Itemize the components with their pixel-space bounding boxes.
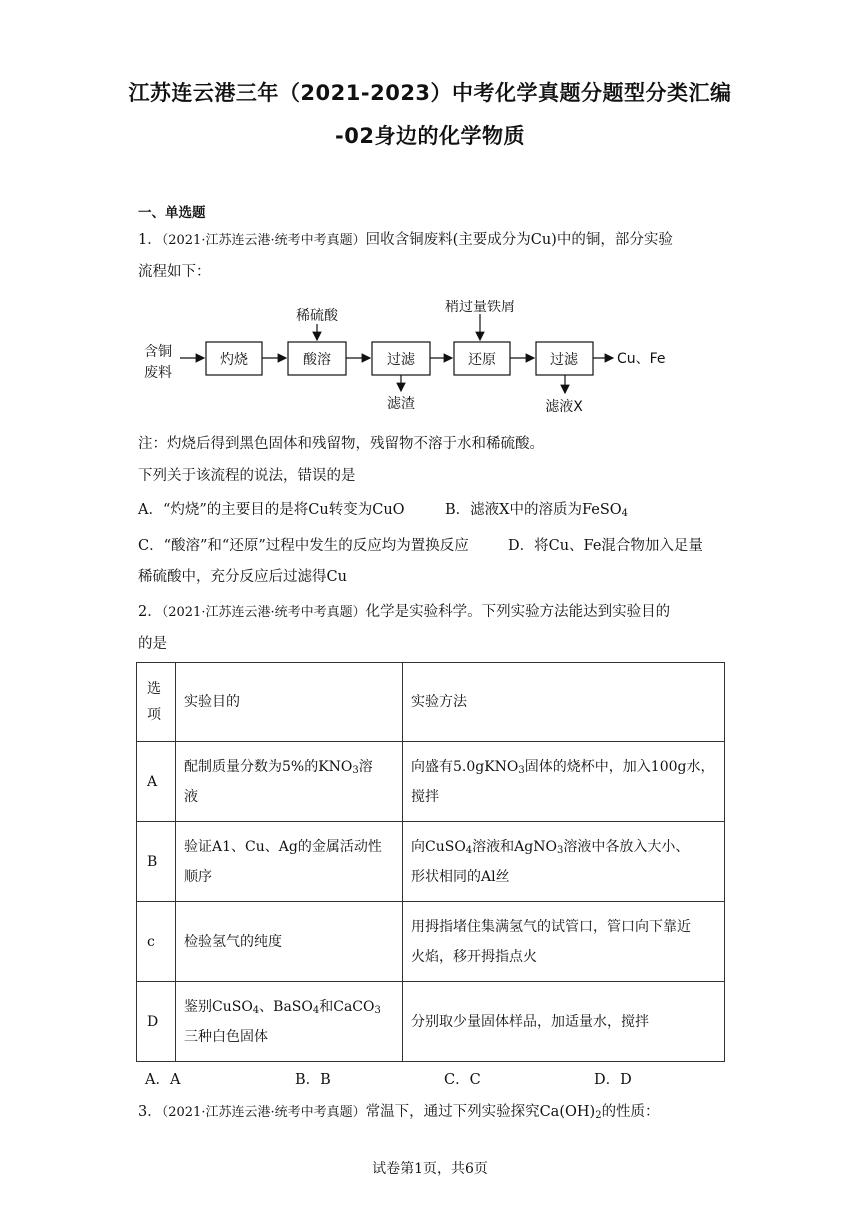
row-method: 分别取少量固体样品，加适量水，搅拌	[403, 982, 725, 1062]
flow-input-line-1: 含铜	[144, 344, 172, 360]
q1-option-d: D．将Cu、Fe混合物加入足量	[508, 538, 703, 554]
q1-option-b: B．滤液X中的溶质为FeSO$_4$	[445, 502, 629, 519]
q3-number: 3．	[138, 1104, 162, 1120]
q3-line-1: 3．（2021·江苏连云港·统考中考真题）常温下，通过下列实验探究$Ca(OH)_2$的性质：	[138, 1104, 660, 1121]
row-option: B	[137, 822, 176, 902]
q2-option-b: B．B	[295, 1072, 331, 1088]
table-row	[137, 902, 725, 982]
q2-option-d: D．D	[594, 1072, 632, 1088]
row-method: 向CuSO$_4$溶液和AgNO$_3$溶液中各放入大小、 形状相同的Al丝	[403, 822, 725, 902]
flow-filtrate: 滤液X	[545, 399, 583, 415]
q1-number: 1．	[138, 232, 162, 248]
row-option: c	[137, 902, 176, 982]
q3-source: （2021·江苏连云港·统考中考真题）	[161, 1105, 366, 1120]
row-goal: 配制质量分数为5%的$KNO_3$溶 液	[176, 742, 403, 822]
title-line-2: -02身边的化学物质	[335, 124, 525, 148]
q1-option-a: A．“灼烧”的主要目的是将Cu转变为CuO	[138, 502, 405, 518]
q1-flow-diagram	[138, 300, 698, 420]
flow-reagent-iron: 稍过量铁屑	[445, 300, 515, 315]
flow-step-acid: 酸溶	[303, 352, 331, 368]
flow-step-burn: 灼烧	[220, 352, 248, 368]
row-option: A	[137, 742, 176, 822]
row-option: D	[137, 982, 176, 1062]
header-option: 选 项	[137, 663, 176, 742]
page-footer: 试卷第1页，共6页	[372, 1161, 488, 1177]
row-goal: 验证A1、Cu、Ag的金属活动性 顺序	[176, 822, 403, 902]
header-goal: 实验目的	[176, 663, 403, 742]
row-goal: 鉴别CuSO$_4$、BaSO$_4$和CaCO$_3$ 三种白色固体	[176, 982, 403, 1062]
q1-line-2: 流程如下：	[138, 264, 211, 280]
q2-option-a: A．A	[145, 1072, 181, 1088]
section-heading: 一、单选题	[138, 205, 206, 221]
row-goal: 检验氢气的纯度	[176, 902, 403, 982]
q2-number: 2．	[138, 604, 162, 620]
q1-option-c: C．“酸溶”和“还原”过程中发生的反应均为置换反应	[138, 538, 469, 554]
table-row	[137, 982, 725, 1062]
q2-line-2: 的是	[138, 636, 167, 652]
table-row	[137, 742, 725, 822]
q2-table	[136, 662, 725, 1062]
q1-option-d-cont: 稀硫酸中，充分反应后过滤得Cu	[138, 569, 347, 585]
flow-step-reduce: 还原	[468, 352, 496, 368]
row-method: 用拇指堵住集满氢气的试管口，管口向下靠近 火焰，移开拇指点火	[403, 902, 725, 982]
row-method: 向盛有5.0gKNO$_3$固体的烧杯中，加入100g水， 搅拌	[403, 742, 725, 822]
q1-line-1	[138, 230, 673, 251]
flow-step-filter1: 过滤	[387, 352, 415, 368]
q1-text-a: 回收含铜废料(主要成分为Cu)中的铜，部分实验	[365, 232, 673, 248]
q2-option-c: C．C	[444, 1072, 481, 1088]
flow-reagent-acid: 稀硫酸	[296, 308, 338, 324]
table-row	[137, 822, 725, 902]
flow-product: Cu、Fe	[617, 351, 666, 367]
title-line-1: 江苏连云港三年（2021-2023）中考化学真题分题型分类汇编	[128, 81, 732, 105]
flow-step-filter2: 过滤	[550, 352, 578, 368]
flow-residue: 滤渣	[387, 396, 415, 412]
header-method: 实验方法	[403, 663, 725, 742]
flow-input-line-2: 废料	[144, 365, 172, 381]
table-header-row	[137, 663, 725, 742]
q1-source: （2021·江苏连云港·统考中考真题）	[161, 233, 366, 248]
q2-text-a: 化学是实验科学。下列实验方法能达到实验目的	[365, 604, 671, 620]
q1-ask: 下列关于该流程的说法，错误的是	[138, 468, 356, 484]
q1-note: 注：灼烧后得到黑色固体和残留物，残留物不溶于水和稀硫酸。	[138, 436, 544, 452]
q2-source: （2021·江苏连云港·统考中考真题）	[161, 605, 366, 620]
q2-line-1	[138, 602, 670, 623]
